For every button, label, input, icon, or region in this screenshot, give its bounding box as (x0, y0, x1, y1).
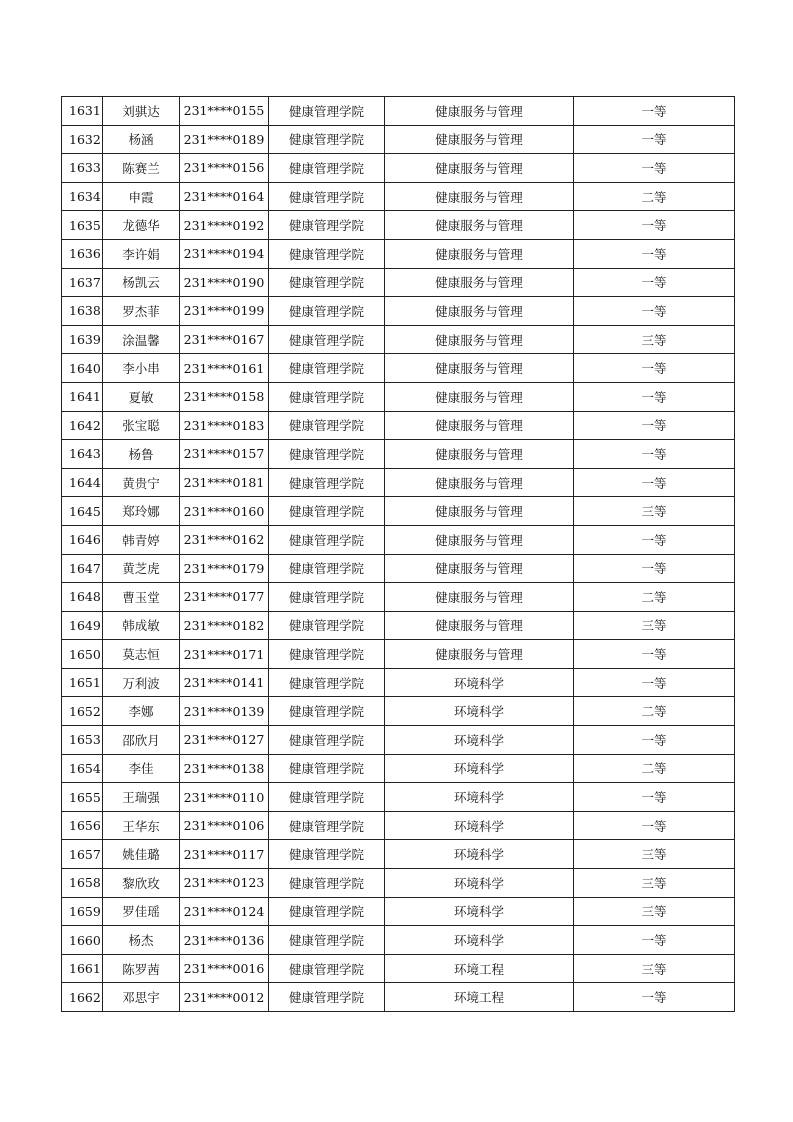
student-name: 杨鲁 (103, 440, 180, 469)
student-name: 夏敏 (103, 382, 180, 411)
student-name: 王华东 (103, 811, 180, 840)
row-number: 1652 (62, 697, 103, 726)
student-id: 231****0138 (180, 754, 269, 783)
table-row (62, 154, 735, 183)
table-row (62, 97, 735, 126)
college-name: 健康管理学院 (269, 440, 385, 469)
student-name: 杨杰 (103, 926, 180, 955)
table-body (62, 97, 735, 1012)
student-id: 231****0179 (180, 554, 269, 583)
major-name: 健康服务与管理 (385, 583, 574, 612)
award-grade: 一等 (574, 382, 735, 411)
student-name: 郑玲娜 (103, 497, 180, 526)
table-row (62, 325, 735, 354)
table-row (62, 440, 735, 469)
award-grade: 一等 (574, 297, 735, 326)
major-name: 环境科学 (385, 811, 574, 840)
major-name: 健康服务与管理 (385, 211, 574, 240)
student-id: 231****0106 (180, 811, 269, 840)
major-name: 健康服务与管理 (385, 325, 574, 354)
college-name: 健康管理学院 (269, 697, 385, 726)
major-name: 健康服务与管理 (385, 497, 574, 526)
major-name: 健康服务与管理 (385, 468, 574, 497)
table-row (62, 668, 735, 697)
row-number: 1659 (62, 897, 103, 926)
student-name: 杨凯云 (103, 268, 180, 297)
major-name: 环境科学 (385, 783, 574, 812)
major-name: 健康服务与管理 (385, 525, 574, 554)
student-name: 黎欣玫 (103, 869, 180, 898)
student-name: 刘骐达 (103, 97, 180, 126)
table-row (62, 640, 735, 669)
award-grade: 一等 (574, 125, 735, 154)
student-name: 姚佳璐 (103, 840, 180, 869)
major-name: 环境科学 (385, 726, 574, 755)
award-grade: 一等 (574, 811, 735, 840)
student-id: 231****0136 (180, 926, 269, 955)
college-name: 健康管理学院 (269, 468, 385, 497)
row-number: 1631 (62, 97, 103, 126)
row-number: 1661 (62, 954, 103, 983)
student-id: 231****0182 (180, 611, 269, 640)
table-row (62, 411, 735, 440)
award-grade: 一等 (574, 554, 735, 583)
award-grade: 一等 (574, 640, 735, 669)
student-name: 黄芝虎 (103, 554, 180, 583)
major-name: 健康服务与管理 (385, 125, 574, 154)
college-name: 健康管理学院 (269, 897, 385, 926)
college-name: 健康管理学院 (269, 297, 385, 326)
major-name: 环境科学 (385, 869, 574, 898)
student-name: 万利波 (103, 668, 180, 697)
college-name: 健康管理学院 (269, 869, 385, 898)
student-name: 王瑞强 (103, 783, 180, 812)
award-grade: 一等 (574, 983, 735, 1012)
student-id: 231****0167 (180, 325, 269, 354)
college-name: 健康管理学院 (269, 211, 385, 240)
award-grade: 三等 (574, 869, 735, 898)
student-name: 杨涵 (103, 125, 180, 154)
table-row (62, 239, 735, 268)
student-id: 231****0127 (180, 726, 269, 755)
student-id: 231****0157 (180, 440, 269, 469)
row-number: 1657 (62, 840, 103, 869)
award-grade: 一等 (574, 468, 735, 497)
major-name: 环境科学 (385, 754, 574, 783)
award-grade: 三等 (574, 840, 735, 869)
award-grade: 一等 (574, 97, 735, 126)
major-name: 环境工程 (385, 983, 574, 1012)
major-name: 健康服务与管理 (385, 440, 574, 469)
major-name: 健康服务与管理 (385, 611, 574, 640)
student-id: 231****0181 (180, 468, 269, 497)
table-row (62, 211, 735, 240)
student-id: 231****0177 (180, 583, 269, 612)
student-id: 231****0194 (180, 239, 269, 268)
student-name: 李娜 (103, 697, 180, 726)
award-grade: 一等 (574, 239, 735, 268)
table-row (62, 983, 735, 1012)
college-name: 健康管理学院 (269, 354, 385, 383)
table-row (62, 726, 735, 755)
college-name: 健康管理学院 (269, 154, 385, 183)
table-row (62, 497, 735, 526)
college-name: 健康管理学院 (269, 554, 385, 583)
college-name: 健康管理学院 (269, 726, 385, 755)
student-id: 231****0199 (180, 297, 269, 326)
row-number: 1640 (62, 354, 103, 383)
student-name: 申霞 (103, 182, 180, 211)
student-id: 231****0161 (180, 354, 269, 383)
award-grade: 一等 (574, 726, 735, 755)
award-grade: 一等 (574, 411, 735, 440)
student-id: 231****0189 (180, 125, 269, 154)
award-grade: 二等 (574, 583, 735, 612)
award-grade: 一等 (574, 154, 735, 183)
student-name: 陈罗茜 (103, 954, 180, 983)
student-name: 陈赛兰 (103, 154, 180, 183)
award-grade: 一等 (574, 783, 735, 812)
major-name: 健康服务与管理 (385, 182, 574, 211)
row-number: 1656 (62, 811, 103, 840)
table-row (62, 897, 735, 926)
major-name: 健康服务与管理 (385, 554, 574, 583)
row-number: 1660 (62, 926, 103, 955)
college-name: 健康管理学院 (269, 611, 385, 640)
table-row (62, 297, 735, 326)
table-row (62, 783, 735, 812)
row-number: 1639 (62, 325, 103, 354)
college-name: 健康管理学院 (269, 382, 385, 411)
college-name: 健康管理学院 (269, 983, 385, 1012)
student-id: 231****0156 (180, 154, 269, 183)
row-number: 1642 (62, 411, 103, 440)
award-grade: 二等 (574, 697, 735, 726)
student-id: 231****0124 (180, 897, 269, 926)
student-name: 龙德华 (103, 211, 180, 240)
student-id: 231****0117 (180, 840, 269, 869)
student-name: 邓思宇 (103, 983, 180, 1012)
college-name: 健康管理学院 (269, 325, 385, 354)
college-name: 健康管理学院 (269, 525, 385, 554)
college-name: 健康管理学院 (269, 239, 385, 268)
major-name: 环境科学 (385, 840, 574, 869)
student-name: 韩青婷 (103, 525, 180, 554)
student-name: 张宝聪 (103, 411, 180, 440)
major-name: 健康服务与管理 (385, 297, 574, 326)
major-name: 健康服务与管理 (385, 382, 574, 411)
student-id: 231****0139 (180, 697, 269, 726)
college-name: 健康管理学院 (269, 411, 385, 440)
table-row (62, 182, 735, 211)
major-name: 环境科学 (385, 697, 574, 726)
table-row (62, 811, 735, 840)
table-row (62, 468, 735, 497)
award-grade: 一等 (574, 268, 735, 297)
table-row (62, 754, 735, 783)
table-row (62, 697, 735, 726)
table-row (62, 525, 735, 554)
college-name: 健康管理学院 (269, 668, 385, 697)
college-name: 健康管理学院 (269, 926, 385, 955)
award-grade: 一等 (574, 211, 735, 240)
table-row (62, 840, 735, 869)
award-grade: 一等 (574, 354, 735, 383)
major-name: 健康服务与管理 (385, 268, 574, 297)
row-number: 1633 (62, 154, 103, 183)
major-name: 环境科学 (385, 668, 574, 697)
major-name: 健康服务与管理 (385, 154, 574, 183)
college-name: 健康管理学院 (269, 840, 385, 869)
table-row (62, 382, 735, 411)
award-grade: 二等 (574, 754, 735, 783)
row-number: 1658 (62, 869, 103, 898)
student-list-table (61, 96, 735, 1012)
table-row (62, 554, 735, 583)
table-row (62, 611, 735, 640)
row-number: 1648 (62, 583, 103, 612)
award-grade: 三等 (574, 611, 735, 640)
student-id: 231****0190 (180, 268, 269, 297)
row-number: 1650 (62, 640, 103, 669)
row-number: 1636 (62, 239, 103, 268)
major-name: 环境科学 (385, 926, 574, 955)
college-name: 健康管理学院 (269, 754, 385, 783)
major-name: 环境科学 (385, 897, 574, 926)
college-name: 健康管理学院 (269, 583, 385, 612)
student-name: 李小串 (103, 354, 180, 383)
row-number: 1641 (62, 382, 103, 411)
row-number: 1647 (62, 554, 103, 583)
row-number: 1649 (62, 611, 103, 640)
college-name: 健康管理学院 (269, 640, 385, 669)
row-number: 1638 (62, 297, 103, 326)
row-number: 1635 (62, 211, 103, 240)
major-name: 健康服务与管理 (385, 411, 574, 440)
student-id: 231****0160 (180, 497, 269, 526)
major-name: 健康服务与管理 (385, 239, 574, 268)
row-number: 1643 (62, 440, 103, 469)
student-id: 231****0158 (180, 382, 269, 411)
student-id: 231****0110 (180, 783, 269, 812)
award-grade: 一等 (574, 668, 735, 697)
table-row (62, 926, 735, 955)
student-id: 231****0171 (180, 640, 269, 669)
student-id: 231****0141 (180, 668, 269, 697)
student-name: 李佳 (103, 754, 180, 783)
award-grade: 二等 (574, 182, 735, 211)
student-id: 231****0164 (180, 182, 269, 211)
row-number: 1662 (62, 983, 103, 1012)
table-row (62, 125, 735, 154)
award-grade: 三等 (574, 954, 735, 983)
student-id: 231****0155 (180, 97, 269, 126)
student-id: 231****0012 (180, 983, 269, 1012)
row-number: 1644 (62, 468, 103, 497)
major-name: 环境工程 (385, 954, 574, 983)
student-name: 邵欣月 (103, 726, 180, 755)
student-name: 莫志恒 (103, 640, 180, 669)
table-row (62, 354, 735, 383)
row-number: 1645 (62, 497, 103, 526)
award-grade: 三等 (574, 325, 735, 354)
college-name: 健康管理学院 (269, 783, 385, 812)
college-name: 健康管理学院 (269, 125, 385, 154)
award-grade: 一等 (574, 440, 735, 469)
college-name: 健康管理学院 (269, 811, 385, 840)
college-name: 健康管理学院 (269, 954, 385, 983)
major-name: 健康服务与管理 (385, 354, 574, 383)
row-number: 1646 (62, 525, 103, 554)
student-name: 罗杰菲 (103, 297, 180, 326)
student-name: 李许娟 (103, 239, 180, 268)
college-name: 健康管理学院 (269, 182, 385, 211)
student-id: 231****0192 (180, 211, 269, 240)
student-id: 231****0123 (180, 869, 269, 898)
row-number: 1654 (62, 754, 103, 783)
college-name: 健康管理学院 (269, 268, 385, 297)
row-number: 1637 (62, 268, 103, 297)
award-grade: 一等 (574, 525, 735, 554)
table-row (62, 869, 735, 898)
row-number: 1632 (62, 125, 103, 154)
college-name: 健康管理学院 (269, 497, 385, 526)
row-number: 1651 (62, 668, 103, 697)
major-name: 健康服务与管理 (385, 97, 574, 126)
student-name: 罗佳瑶 (103, 897, 180, 926)
college-name: 健康管理学院 (269, 97, 385, 126)
table-row (62, 268, 735, 297)
student-name: 曹玉堂 (103, 583, 180, 612)
student-id: 231****0162 (180, 525, 269, 554)
table-row (62, 954, 735, 983)
student-id: 231****0016 (180, 954, 269, 983)
award-grade: 三等 (574, 497, 735, 526)
award-grade: 一等 (574, 926, 735, 955)
student-id: 231****0183 (180, 411, 269, 440)
award-grade: 三等 (574, 897, 735, 926)
student-name: 黄贵宁 (103, 468, 180, 497)
table-row (62, 583, 735, 612)
major-name: 健康服务与管理 (385, 640, 574, 669)
student-name: 涂温馨 (103, 325, 180, 354)
row-number: 1653 (62, 726, 103, 755)
row-number: 1655 (62, 783, 103, 812)
row-number: 1634 (62, 182, 103, 211)
student-name: 韩成敏 (103, 611, 180, 640)
